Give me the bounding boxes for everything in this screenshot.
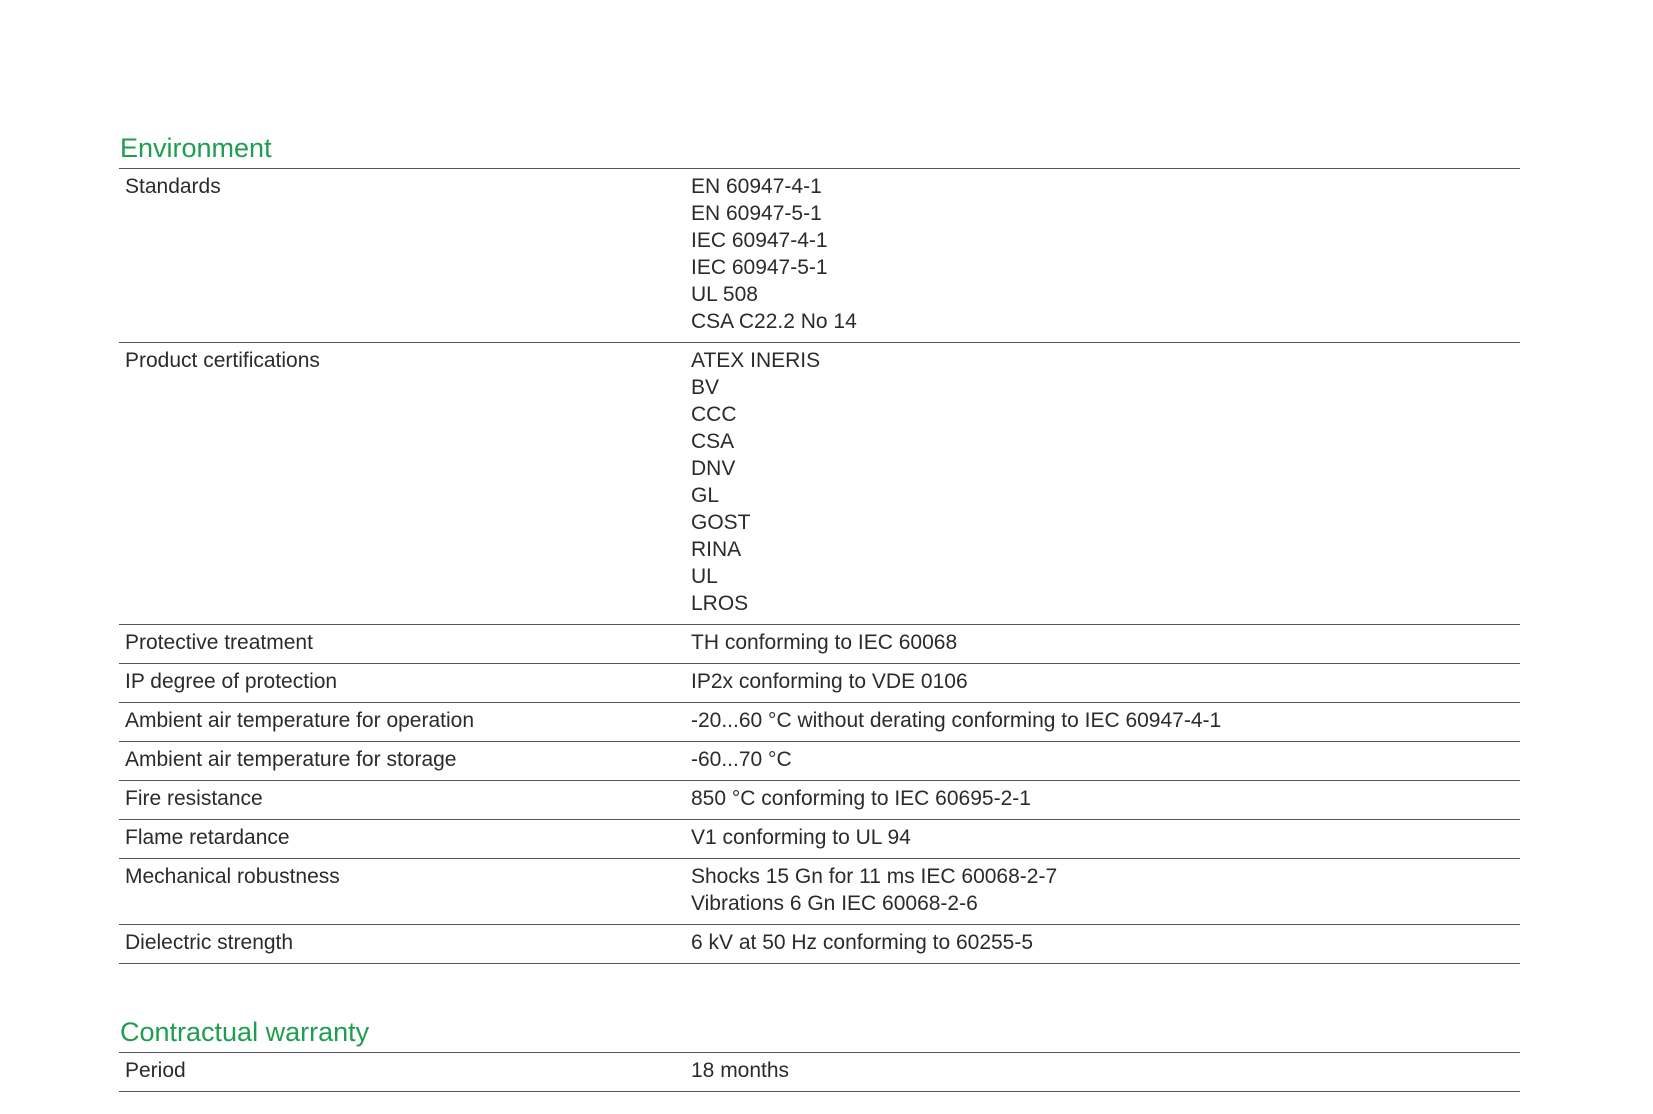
section-title-environment: Environment	[119, 131, 1520, 169]
spec-values	[691, 929, 1520, 956]
contractual-warranty-section	[119, 1015, 1520, 1092]
spec-value: RINA	[691, 538, 742, 561]
spec-value: EN 60947-4-1	[691, 175, 822, 198]
spec-values	[691, 785, 1520, 812]
spec-label: Ambient air temperature for storage	[125, 748, 457, 771]
spec-label: Standards	[125, 175, 221, 198]
spec-row	[119, 742, 1520, 781]
spec-row	[119, 859, 1520, 925]
spec-row	[119, 625, 1520, 664]
spec-value: Vibrations 6 Gn IEC 60068-2-6	[691, 892, 978, 915]
spec-label: Flame retardance	[125, 826, 290, 849]
spec-values	[691, 824, 1520, 851]
spec-row	[119, 703, 1520, 742]
spec-value: -20...60 °C without derating conforming to IEC 60947-4-1	[691, 709, 1222, 732]
spec-value: -60...70 °C	[691, 748, 792, 771]
spec-values	[691, 668, 1520, 695]
spec-value: TH conforming to IEC 60068	[691, 631, 958, 654]
spec-value: LROS	[691, 592, 749, 615]
spec-label: Fire resistance	[125, 787, 263, 810]
spec-value: V1 conforming to UL 94	[691, 826, 911, 849]
spec-value: BV	[691, 376, 720, 399]
spec-label: Period	[125, 1059, 186, 1082]
warranty-spec-table	[119, 1053, 1520, 1092]
environment-spec-table	[119, 169, 1520, 964]
section-title-contractual-warranty: Contractual warranty	[119, 1015, 1520, 1053]
spec-values	[691, 173, 1520, 335]
spec-values	[691, 629, 1520, 656]
spec-row	[119, 781, 1520, 820]
spec-row	[119, 664, 1520, 703]
spec-value: GL	[691, 484, 720, 507]
spec-value: GOST	[691, 511, 751, 534]
environment-section	[119, 131, 1520, 964]
spec-label: IP degree of protection	[125, 670, 338, 693]
spec-label: Protective treatment	[125, 631, 313, 654]
spec-values	[691, 863, 1520, 917]
spec-value: CSA C22.2 No 14	[691, 310, 857, 333]
spec-value: IEC 60947-4-1	[691, 229, 828, 252]
spec-value: CSA	[691, 430, 735, 453]
spec-label: Ambient air temperature for operation	[125, 709, 475, 732]
spec-value: IEC 60947-5-1	[691, 256, 828, 279]
spec-values	[691, 1057, 1520, 1084]
spec-value: CCC	[691, 403, 737, 426]
spec-value: UL 508	[691, 283, 758, 306]
spec-value: 6 kV at 50 Hz conforming to 60255-5	[691, 931, 1034, 954]
spec-label: Dielectric strength	[125, 931, 294, 954]
spec-label: Mechanical robustness	[125, 865, 340, 888]
spec-row	[119, 820, 1520, 859]
spec-value: UL	[691, 565, 718, 588]
spec-value: ATEX INERIS	[691, 349, 821, 372]
spec-value: IP2x conforming to VDE 0106	[691, 670, 968, 693]
spec-value: Shocks 15 Gn for 11 ms IEC 60068-2-7	[691, 865, 1058, 888]
spec-row	[119, 169, 1520, 343]
spec-values	[691, 746, 1520, 773]
spec-row	[119, 925, 1520, 964]
spec-label: Product certifications	[125, 349, 320, 372]
spec-value: 18 months	[691, 1059, 790, 1082]
spec-values	[691, 707, 1520, 734]
spec-value: 850 °C conforming to IEC 60695-2-1	[691, 787, 1031, 810]
spec-row	[119, 343, 1520, 625]
spec-row	[119, 1053, 1520, 1092]
spec-value: EN 60947-5-1	[691, 202, 822, 225]
spec-values	[691, 347, 1520, 617]
spec-value: DNV	[691, 457, 736, 480]
